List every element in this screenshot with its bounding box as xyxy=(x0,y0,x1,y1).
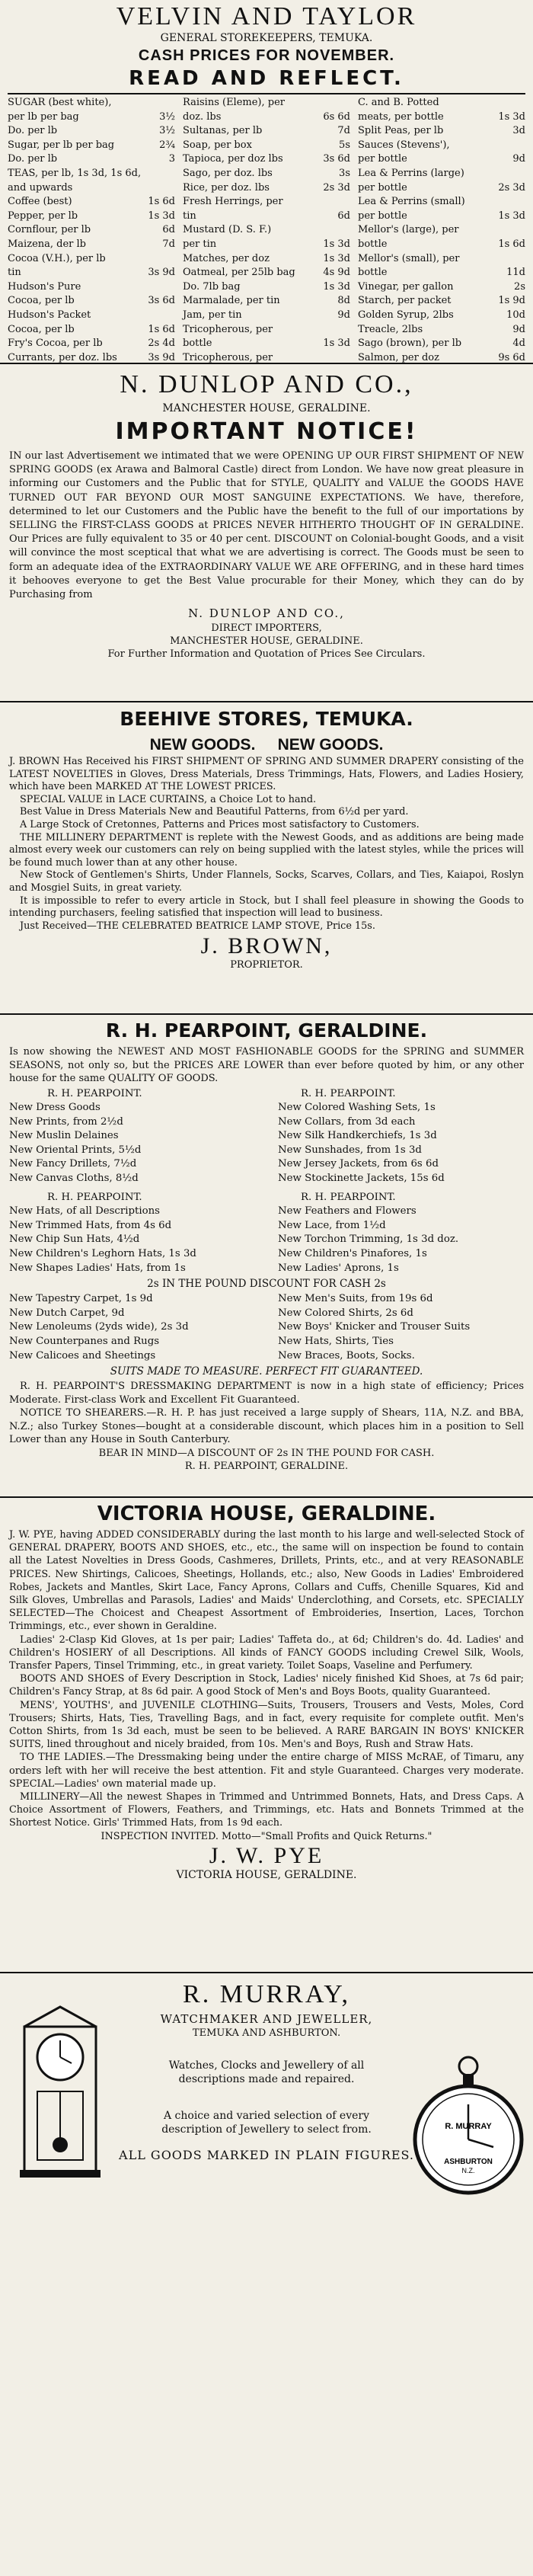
pearpoint-list-item: New Silk Handkerchiefs, 1s 3d xyxy=(278,1130,437,1142)
dunlop-sign-3: MANCHESTER HOUSE, GERALDINE. xyxy=(170,635,363,648)
price-item: Marmalade, per tin xyxy=(183,295,280,307)
victoria-body-1: J. W. PYE, having ADDED CONSIDERABLY during the last month to his large and well-selected Stock of GENERAL DRAPERY, BOOTS AND SHOES, etc., etc., the same will on inspection be found to contain all the Latest Novelties in Dress Goods, Cashmeres, Drillets, Prints, etc., and at very REASONABLE PRICES. New Shirtings, Calicoes, Sheetings, Hollands, etc.; also, New Goods in Ladies' Embroidered Robes, Jackets and Mantles, Skirt Lace, Fancy Aprons, Collars and Cuffs, Chenille Squares, Kid and Silk Gloves, Umbrellas and Parasols, Ladies' and Maids' Underclothing, and Corsets, etc. SPECIALLY SELECTED—The Choicest and Cheapest Assortment of Embroideries, Insertion, Laces, Torchon Trimmings, etc., ever shown in Geraldine. xyxy=(9,1529,524,1633)
price-row xyxy=(8,96,175,110)
beehive-signature: J. BROWN, xyxy=(200,933,333,959)
price-row xyxy=(8,139,175,153)
price-row xyxy=(183,266,350,280)
price-value: 2s 4d xyxy=(148,338,175,350)
price-value: 3½ xyxy=(159,125,175,137)
price-row xyxy=(358,351,525,363)
price-row xyxy=(358,238,525,252)
price-item: per bottle xyxy=(358,153,407,165)
pearpoint-list-item: New Children's Leghorn Hats, 1s 3d xyxy=(9,1248,196,1260)
beehive-p7: It is impossible to refer to every article in Stock, but I shall feel pleasure in showing the Goods to intending purchasers, feeling satisfied that inspection will lead to business. xyxy=(9,894,524,920)
price-value: 11d xyxy=(506,267,525,279)
beehive-p6: New Stock of Gentlemen's Shirts, Under Flannels, Socks, Scarves, Collars, and Ties, Kaiapoi, Roslyn and Mosgiel Suits, in great variety. xyxy=(9,869,524,894)
price-value: 2¾ xyxy=(159,139,175,151)
price-item: per bottle xyxy=(358,210,407,222)
price-value: 1s 3d xyxy=(148,210,175,222)
price-row xyxy=(183,167,350,181)
price-value: 3 xyxy=(168,153,175,165)
dressmaking-note: R. H. PEARPOINT'S DRESSMAKING DEPARTMENT is now in a high state of efficiency; Prices Moderate. First-class Work and Excellent Fit Guaranteed. xyxy=(9,1381,524,1406)
price-row xyxy=(358,323,525,338)
price-row xyxy=(8,181,175,196)
price-row xyxy=(358,124,525,139)
price-row xyxy=(358,280,525,295)
price-row xyxy=(358,309,525,323)
read-reflect-heading: READ AND REFLECT. xyxy=(129,67,404,90)
pearpoint-list-item: New Calicoes and Sheetings xyxy=(9,1349,156,1362)
price-item: per tin xyxy=(183,238,217,250)
price-row xyxy=(8,266,175,280)
price-value: 1s 6d xyxy=(148,323,175,335)
price-item: Do. per lb xyxy=(8,153,58,165)
price-item: SUGAR (best white), xyxy=(8,97,112,108)
pearpoint-list-item: New Counterpanes and Rugs xyxy=(9,1336,160,1347)
price-row xyxy=(8,238,175,252)
price-column-1 xyxy=(8,96,175,363)
victoria-house-ad xyxy=(0,1496,533,1973)
price-value: 10d xyxy=(506,309,525,321)
price-value: 9d xyxy=(512,323,525,335)
velvin-taylor-ad xyxy=(0,0,533,363)
pearpoint-list-item: New Braces, Boots, Socks. xyxy=(278,1349,415,1362)
price-item: Fry's Cocoa, per lb xyxy=(8,338,103,350)
pearpoint-list-item: New Men's Suits, from 19s 6d xyxy=(278,1293,433,1305)
murray-footer: ALL GOODS MARKED IN PLAIN FIGURES. xyxy=(119,2148,414,2162)
price-item: Split Peas, per lb xyxy=(358,125,444,137)
clock-illustration xyxy=(11,2004,110,2179)
price-value: 3½ xyxy=(159,110,175,123)
price-item: per bottle xyxy=(358,181,407,194)
price-value: 9d xyxy=(337,309,350,321)
pearpoint-list-item: New Tapestry Carpet, 1s 9d xyxy=(9,1293,153,1305)
pearpoint-list-item: New Hats, Shirts, Ties xyxy=(278,1336,394,1347)
price-item: Sauces (Stevens'), xyxy=(358,139,450,151)
price-item: Coffee (best) xyxy=(8,196,72,208)
beehive-title: BEEHIVE STORES, TEMUKA. xyxy=(120,708,413,730)
price-row xyxy=(8,195,175,210)
victoria-body-4: MENS', YOUTHS', and JUVENILE CLOTHING—Suits, Trousers, Trousers and Vests, Moles, Cord Trousers; Shirts, Hats, Ties, Travelling Bags, and in fact, every requisite for complete outfit. Men's Cotton Shirts, from 1s 3d each, must be seen to be believed. A RARE BARGAIN IN BOYS' KNICKER SUITS, lined throughout and nicely braided, from 10s. Men's and Boys, Rush and Straw Hats. xyxy=(9,1699,524,1751)
price-row xyxy=(183,252,350,267)
price-row xyxy=(358,152,525,167)
pearpoint-list-item: New Shapes Ladies' Hats, from 1s xyxy=(9,1262,186,1274)
price-item: Vinegar, per gallon xyxy=(358,280,454,293)
price-value: 5s xyxy=(339,139,350,151)
beehive-p1: J. BROWN Has Received his FIRST SHIPMENT OF SPRING AND SUMMER DRAPERY consisting of the LATEST NOVELTIES in Gloves, Dress Materials, Dress Trimmings, Hats, Flowers, and Ladies Hosiery, which have been MARKED AT THE LOWEST PRICES. xyxy=(9,756,524,793)
price-value: 3s 6d xyxy=(148,295,175,307)
price-item: Mellor's (large), per xyxy=(358,224,459,236)
price-item: bottle xyxy=(358,238,388,250)
price-row xyxy=(8,210,175,224)
price-value: 1s 6d xyxy=(148,196,175,208)
pearpoint-list-item: New Prints, from 2½d xyxy=(9,1115,123,1128)
price-row xyxy=(183,223,350,238)
pearpoint-name-r2: R. H. PEARPOINT. xyxy=(301,1191,396,1203)
price-row xyxy=(358,181,525,196)
pearpoint-list-item: New Torchon Trimming, 1s 3d doz. xyxy=(278,1234,459,1246)
price-item: Hudson's Pure xyxy=(8,280,81,293)
pearpoint-list-item: New Oriental Prints, 5½d xyxy=(9,1144,142,1156)
price-value: 8d xyxy=(337,295,350,307)
dunlop-sign-4: For Further Information and Quotation of Prices See Circulars. xyxy=(107,648,426,661)
cash-prices-heading: CASH PRICES FOR NOVEMBER. xyxy=(138,47,395,64)
price-item: Golden Syrup, 2lbs xyxy=(358,309,454,321)
price-item: Cocoa, per lb xyxy=(8,323,75,335)
victoria-body-6: MILLINERY—All the newest Shapes in Trimmed and Untrimmed Bonnets, Hats, and Dress Caps. A Choice Assortment of Flowers, Feathers, and Trimmings, etc. Hats and Bonnets Trimmed at the Shortest Notice. Girls' Trimmed Hats, from 1s 9d each. xyxy=(9,1791,524,1829)
price-item: Do. 7lb bag xyxy=(183,280,241,293)
pearpoint-name-l2: R. H. PEARPOINT. xyxy=(47,1191,142,1203)
pearpoint-list-item: New Colored Shirts, 2s 6d xyxy=(278,1307,413,1319)
price-row xyxy=(8,323,175,338)
beehive-p4: A Large Stock of Cretonnes, Patterns and Prices most satisfactory to Customers. xyxy=(20,818,420,830)
dunlop-sign: N. DUNLOP AND CO., xyxy=(188,606,345,621)
price-value: 3s 9d xyxy=(148,351,175,363)
price-row xyxy=(8,280,175,295)
price-row xyxy=(358,96,525,110)
pearpoint-list-item: New Boys' Knicker and Trouser Suits xyxy=(278,1321,471,1333)
pearpoint-list-item: New Lenoleums (2yds wide), 2s 3d xyxy=(9,1321,189,1333)
price-row xyxy=(8,252,175,267)
velvin-title: VELVIN AND TAYLOR xyxy=(116,2,417,30)
pearpoint-ad xyxy=(0,1013,533,1498)
pearpoint-name-l1: R. H. PEARPOINT. xyxy=(47,1087,142,1099)
bear-in-mind: BEAR IN MIND—A DISCOUNT OF 2s IN THE POUND FOR CASH. xyxy=(98,1447,435,1459)
pearpoint-list-item: New Dress Goods xyxy=(9,1102,101,1114)
velvin-subtitle: GENERAL STOREKEEPERS, TEMUKA. xyxy=(160,32,373,44)
murray-choice: A choice and varied selection of every description of Jewellery to select from. xyxy=(161,2110,372,2136)
price-item: Mustard (D. S. F.) xyxy=(183,224,272,236)
price-item: meats, per bottle xyxy=(358,110,444,123)
price-row xyxy=(8,124,175,139)
price-item: Currants, per doz. lbs xyxy=(8,351,117,363)
murray-trade: WATCHMAKER AND JEWELLER, xyxy=(160,2012,373,2026)
price-row xyxy=(183,181,350,196)
pearpoint-list-item: New Feathers and Flowers xyxy=(278,1205,417,1218)
pearpoint-list-item: New Dutch Carpet, 9d xyxy=(9,1307,125,1319)
victoria-title: VICTORIA HOUSE, GERALDINE. xyxy=(97,1502,436,1525)
price-item: Treacle, 2lbs xyxy=(358,323,423,335)
price-item: Fresh Herrings, per xyxy=(183,196,283,208)
price-item: Cocoa, per lb xyxy=(8,295,75,307)
price-item: Cornflour, per lb xyxy=(8,224,91,236)
dunlop-sign-2: DIRECT IMPORTERS, xyxy=(211,622,322,635)
beehive-p3: Best Value in Dress Materials New and Beautiful Patterns, from 6½d per yard. xyxy=(20,806,409,818)
price-item: Oatmeal, per 25lb bag xyxy=(183,267,295,279)
pearpoint-list-item: New Jersey Jackets, from 6s 6d xyxy=(278,1158,439,1170)
price-item: Lea & Perrins (small) xyxy=(358,196,465,208)
murray-place: TEMUKA AND ASHBURTON. xyxy=(192,2027,341,2039)
price-value: 6d xyxy=(337,210,350,222)
price-item: Sago (brown), per lb xyxy=(358,338,462,350)
pearpoint-list-item: New Stockinette Jackets, 15s 6d xyxy=(278,1173,445,1185)
price-item: Hudson's Packet xyxy=(8,309,91,321)
pearpoint-list-item: New Fancy Drillets, 7½d xyxy=(9,1158,137,1170)
price-item: C. and B. Potted xyxy=(358,97,439,108)
suits-made-line: SUITS MADE TO MEASURE. PERFECT FIT GUARANTEED. xyxy=(110,1365,423,1378)
price-row xyxy=(183,238,350,252)
price-value: 7d xyxy=(337,125,350,137)
price-row xyxy=(183,309,350,323)
price-item: Rice, per doz. lbs xyxy=(183,181,270,194)
new-goods-heading: NEW GOODS. NEW GOODS. xyxy=(149,736,384,754)
price-row xyxy=(8,294,175,309)
price-item: and upwards xyxy=(8,181,73,194)
price-row xyxy=(358,210,525,224)
price-row xyxy=(183,337,350,351)
price-value: 9s 6d xyxy=(498,351,525,363)
price-item: Jam, per tin xyxy=(183,309,242,321)
price-item: doz. lbs xyxy=(183,110,222,123)
pearpoint-list-item: New Sunshades, from 1s 3d xyxy=(278,1144,422,1156)
pearpoint-list-item: New Chip Sun Hats, 4½d xyxy=(9,1234,140,1246)
price-row xyxy=(358,195,525,210)
price-row xyxy=(8,309,175,323)
dunlop-title: N. DUNLOP AND CO., xyxy=(120,370,413,398)
cash-discount-line: 2s IN THE POUND DISCOUNT FOR CASH 2s xyxy=(147,1278,386,1291)
price-row xyxy=(183,96,350,110)
beehive-ad xyxy=(0,701,533,1015)
price-row xyxy=(8,167,175,181)
pearpoint-title: R. H. PEARPOINT, GERALDINE. xyxy=(105,1019,428,1042)
price-item: bottle xyxy=(358,267,388,279)
pearpoint-name-r1: R. H. PEARPOINT. xyxy=(301,1087,396,1099)
pearpoint-list-item: New Canvas Cloths, 8½d xyxy=(9,1173,139,1185)
price-row xyxy=(8,223,175,238)
price-item: Tricopherous, per xyxy=(183,323,273,335)
price-item: tin xyxy=(183,210,196,222)
price-value: 7d xyxy=(162,238,175,250)
price-item: Tricopherous, per xyxy=(183,351,273,363)
shearers-note: NOTICE TO SHEARERS.—R. H. P. has just received a large supply of Shears, 11A, N.Z. and BBA, N.Z.; also Turkey Stones—bought at a considerable discount, which places him in a position to Sell Lower than any House in South Canterbury. xyxy=(9,1407,524,1446)
pearpoint-list-item: New Collars, from 3d each xyxy=(278,1115,416,1128)
murray-title: R. MURRAY, xyxy=(183,1980,350,2008)
price-value: 1s 9d xyxy=(498,295,525,307)
pearpoint-list-item: New Hats, of all Descriptions xyxy=(9,1205,160,1218)
price-row xyxy=(183,294,350,309)
victoria-body-5: TO THE LADIES.—The Dressmaking being under the entire charge of MISS McRAE, of Timaru, any orders left with her will receive the best attention. Fit and style Guaranteed. Charges very moderate. SPECIAL—Ladies' own material made up. xyxy=(9,1752,524,1790)
murray-description: Watches, Clocks and Jewellery of all descriptions made and repaired. xyxy=(168,2059,365,2085)
price-row xyxy=(183,110,350,125)
price-value: 6d xyxy=(162,224,175,236)
murray-ad xyxy=(0,1972,533,2576)
price-value: 1s 3d xyxy=(498,210,525,222)
important-notice: IMPORTANT NOTICE! xyxy=(115,418,418,445)
price-item: Pepper, per lb xyxy=(8,210,78,222)
inspection-invited: INSPECTION INVITED. Motto—"Small Profits and Quick Returns." xyxy=(101,1830,432,1842)
price-value: 3d xyxy=(512,125,525,137)
price-item: Do. per lb xyxy=(8,125,58,137)
price-row xyxy=(183,139,350,153)
price-row xyxy=(183,280,350,295)
price-item: tin xyxy=(8,267,21,279)
price-list xyxy=(0,96,533,363)
price-row xyxy=(183,210,350,224)
price-row xyxy=(358,139,525,153)
price-row xyxy=(8,110,175,125)
price-row xyxy=(8,351,175,363)
price-value: 4d xyxy=(512,338,525,350)
price-column-3 xyxy=(358,96,525,363)
price-item: Tapioca, per doz lbs xyxy=(183,153,283,165)
pearpoint-list-item: New Children's Pinafores, 1s xyxy=(278,1248,427,1260)
price-value: 1s 3d xyxy=(323,252,350,264)
price-item: Maizena, der lb xyxy=(8,238,86,250)
beehive-proprietor: PROPRIETOR. xyxy=(230,959,303,971)
price-row xyxy=(183,124,350,139)
price-value: 9d xyxy=(512,153,525,165)
price-item: Mellor's (small), per xyxy=(358,252,460,264)
price-item: Cocoa (V.H.), per lb xyxy=(8,252,106,264)
dunlop-ad xyxy=(0,363,533,702)
price-value: 6s 6d xyxy=(323,110,350,123)
price-row xyxy=(183,152,350,167)
price-value: 1s 3d xyxy=(498,110,525,123)
price-row xyxy=(358,167,525,181)
price-item: Sago, per doz. lbs xyxy=(183,167,273,179)
price-value: 4s 9d xyxy=(323,267,350,279)
price-item: per lb per bag xyxy=(8,110,79,123)
price-value: 2s 3d xyxy=(323,181,350,194)
pearpoint-list-item: New Lace, from 1½d xyxy=(278,1219,386,1231)
price-item: Starch, per packet xyxy=(358,295,452,307)
price-item: Salmon, per doz xyxy=(358,351,439,363)
victoria-body-3: BOOTS AND SHOES of Every Description in Stock, Ladies' nicely finished Kid Shoes, at 7s 6d pair; Children's Fancy Strap, at 8s 6d pair. A good Stock of Men's and Boys Boots, quality Guaranteed. xyxy=(9,1673,524,1698)
beehive-p8: Just Received—THE CELEBRATED BEATRICE LAMP STOVE, Price 15s. xyxy=(20,920,375,932)
pearpoint-signature: R. H. PEARPOINT, GERALDINE. xyxy=(184,1461,349,1473)
price-row xyxy=(183,351,350,363)
price-row xyxy=(8,152,175,167)
victoria-signature: J. W. PYE xyxy=(209,1842,324,1868)
pearpoint-list-item: New Colored Washing Sets, 1s xyxy=(278,1102,436,1114)
victoria-signature-2: VICTORIA HOUSE, GERALDINE. xyxy=(176,1868,357,1881)
beehive-p2: SPECIAL VALUE in LACE CURTAINS, a Choice Lot to hand. xyxy=(20,793,317,805)
price-value: 3s 6d xyxy=(323,153,350,165)
price-value: 1s 3d xyxy=(323,238,350,250)
price-row xyxy=(358,266,525,280)
dunlop-body: IN our last Advertisement we intimated that we were OPENING UP OUR FIRST SHIPMENT OF NEW SPRING GOODS (ex Arawa and Balmoral Castle) direct from London. We have now great pleasure in informing our Customers and the Public that for STYLE, QUALITY and VALUE the GOODS HAVE TURNED OUT FAR BEYOND OUR MOST SANGUINE EXPECTATIONS. We have, therefore, determined to let our Customers and the Public have the benefit to the full of our importations by SELLING the FIRST-CLASS GOODS at PRICES NEVER HITHERTO THOUGHT OF IN GERALDINE. Our Prices are fully equivalent to 35 or 40 per cent. DISCOUNT on Colonial-bought Goods, and a visit will convince the most sceptical that what we are advertising is correct. The Goods must be seen to form an adequate idea of the EXTRAORDINARY VALUE WE ARE OFFERING, and in these hard times it behooves everyone to get the Best Value procurable for their Money, which they can do by Purchasing from xyxy=(9,450,524,601)
pearpoint-list-item: New Trimmed Hats, from 4s 6d xyxy=(9,1219,172,1231)
pearpoint-list-item: New Ladies' Aprons, 1s xyxy=(278,1262,399,1274)
price-item: Raisins (Eleme), per xyxy=(183,97,285,108)
pearpoint-intro: Is now showing the NEWEST AND MOST FASHIONABLE GOODS for the SPRING and SUMMER SEASONS, not only so, but the PRICES ARE LOWER than ever before quoted by him, or any other house for the same QUALITY OF GOODS. xyxy=(9,1046,524,1084)
price-item: Lea & Perrins (large) xyxy=(358,167,464,179)
price-item: Matches, per doz xyxy=(183,252,270,264)
price-value: 3s 9d xyxy=(148,267,175,279)
watch-face-text-1: R. MURRAY xyxy=(445,2122,492,2131)
price-item: Sugar, per lb per bag xyxy=(8,139,115,151)
price-column-2 xyxy=(183,96,350,363)
price-row xyxy=(358,252,525,267)
price-value: 1s 6d xyxy=(498,238,525,250)
victoria-body-2: Ladies' 2-Clasp Kid Gloves, at 1s per pair; Ladies' Taffeta do., at 6d; Children's do. 4d. Ladies' and Children's HOSIERY of all Descriptions. All kinds of FANCY GOODS including Crewel Silk, Wools, Transfer Papers, Tinsel Trimming, etc., in great variety. Toilet Soaps, Vaseline and Perfumery. xyxy=(9,1634,524,1672)
price-item: Sultanas, per lb xyxy=(183,125,263,137)
price-item: bottle xyxy=(183,338,212,350)
pearpoint-list-item: New Muslin Delaines xyxy=(9,1130,119,1142)
price-value: 2s xyxy=(514,280,525,293)
price-value: 1s 3d xyxy=(323,338,350,350)
watch-face-text-2: ASHBURTON xyxy=(444,2158,493,2166)
price-row xyxy=(183,195,350,210)
price-item: TEAS, per lb, 1s 3d, 1s 6d, xyxy=(8,167,142,179)
price-item: Soap, per box xyxy=(183,139,252,151)
price-value: 2s 3d xyxy=(498,181,525,194)
price-value: 1s 3d xyxy=(323,280,350,293)
price-row xyxy=(183,323,350,338)
price-row xyxy=(358,110,525,125)
price-row xyxy=(358,337,525,351)
price-row xyxy=(8,337,175,351)
dunlop-subtitle: MANCHESTER HOUSE, GERALDINE. xyxy=(162,402,371,414)
beehive-p5: THE MILLINERY DEPARTMENT is replete with the Newest Goods, and as additions are being made almost every week our customers can rely on being supplied with the latest styles, while the prices will be found much lower than at any other house. xyxy=(9,831,524,869)
price-row xyxy=(358,294,525,309)
price-value: 3s xyxy=(339,167,350,179)
watch-face-text-3: N.Z. xyxy=(461,2167,475,2174)
price-row xyxy=(358,223,525,238)
pocket-watch-illustration xyxy=(411,2050,525,2202)
